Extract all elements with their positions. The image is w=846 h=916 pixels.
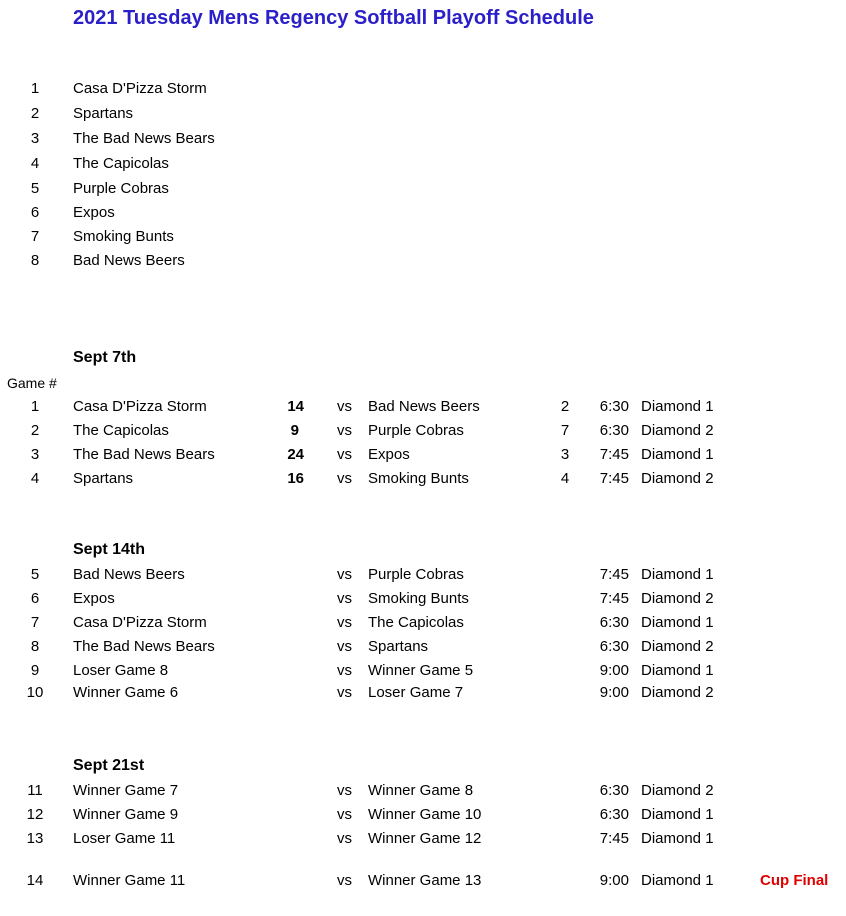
standing-rank: 8: [30, 252, 40, 269]
game-number: 7: [30, 614, 40, 631]
vs-label: vs: [337, 872, 352, 889]
game-number: 8: [30, 638, 40, 655]
vs-label: vs: [337, 398, 352, 415]
standing-team: Purple Cobras: [73, 180, 169, 197]
away-team: Winner Game 13: [368, 872, 482, 889]
home-team: Winner Game 7: [73, 782, 179, 799]
home-team: The Capicolas: [73, 422, 169, 439]
game-number: 11: [27, 782, 43, 799]
seed: 2: [560, 398, 570, 415]
standing-rank: 4: [30, 155, 40, 172]
away-team: Winner Game 10: [368, 806, 482, 823]
standing-team: Expos: [73, 204, 115, 221]
away-team: Smoking Bunts: [368, 470, 469, 487]
game-number: 10: [26, 684, 44, 701]
game-number: 3: [30, 446, 40, 463]
game-time: 6:30: [599, 422, 629, 439]
standing-team: The Bad News Bears: [73, 130, 215, 147]
diamond: Diamond 2: [641, 422, 714, 439]
vs-label: vs: [337, 830, 352, 847]
away-team: Winner Game 12: [368, 830, 482, 847]
game-time: 7:45: [599, 830, 629, 847]
vs-label: vs: [337, 684, 352, 701]
home-team: Loser Game 8: [73, 662, 169, 679]
game-number: 9: [30, 662, 40, 679]
diamond: Diamond 1: [641, 830, 714, 847]
game-time: 9:00: [599, 662, 629, 679]
page-title: 2021 Tuesday Mens Regency Softball Playoff Schedule: [73, 7, 594, 29]
game-time: 7:45: [599, 446, 629, 463]
standing-rank: 6: [30, 204, 40, 221]
round-date: Sept 7th: [73, 349, 137, 366]
vs-label: vs: [337, 614, 352, 631]
away-team: Spartans: [368, 638, 429, 655]
vs-label: vs: [337, 782, 352, 799]
game-number: 1: [30, 398, 40, 415]
home-team: The Bad News Bears: [73, 446, 215, 463]
home-team: The Bad News Bears: [73, 638, 215, 655]
game-time: 6:30: [599, 614, 629, 631]
home-team: Winner Game 11: [73, 872, 186, 889]
game-time: 9:00: [599, 684, 629, 701]
game-time: 6:30: [599, 638, 629, 655]
cup-final-label: Cup Final: [760, 872, 829, 889]
away-team: Bad News Beers: [368, 398, 480, 415]
score: 9: [290, 422, 299, 439]
standing-rank: 7: [30, 228, 40, 245]
diamond: Diamond 2: [641, 782, 714, 799]
standing-rank: 5: [30, 180, 40, 197]
standing-rank: 1: [30, 80, 40, 97]
diamond: Diamond 1: [641, 446, 714, 463]
standing-rank: 2: [30, 105, 40, 122]
game-number: 6: [30, 590, 40, 607]
round-date: Sept 14th: [73, 541, 146, 558]
diamond: Diamond 2: [641, 470, 714, 487]
vs-label: vs: [337, 470, 352, 487]
diamond: Diamond 1: [641, 566, 714, 583]
diamond: Diamond 1: [641, 806, 714, 823]
game-time: 9:00: [599, 872, 629, 889]
standing-rank: 3: [30, 130, 40, 147]
away-team: Winner Game 8: [368, 782, 474, 799]
diamond: Diamond 1: [641, 398, 714, 415]
vs-label: vs: [337, 422, 352, 439]
vs-label: vs: [337, 446, 352, 463]
diamond: Diamond 2: [641, 638, 714, 655]
score: 24: [287, 446, 304, 463]
score: 16: [287, 470, 304, 487]
standing-team: Smoking Bunts: [73, 228, 174, 245]
diamond: Diamond 2: [641, 684, 714, 701]
game-number: 4: [30, 470, 40, 487]
game-time: 6:30: [599, 398, 629, 415]
away-team: The Capicolas: [368, 614, 464, 631]
away-team: Purple Cobras: [368, 422, 464, 439]
away-team: Expos: [368, 446, 410, 463]
game-number: 14: [26, 872, 44, 889]
diamond: Diamond 1: [641, 662, 714, 679]
game-number: 2: [30, 422, 40, 439]
home-team: Expos: [73, 590, 115, 607]
vs-label: vs: [337, 590, 352, 607]
diamond: Diamond 1: [641, 614, 714, 631]
home-team: Casa D'Pizza Storm: [73, 398, 207, 415]
seed: 7: [560, 422, 570, 439]
diamond: Diamond 1: [641, 872, 714, 889]
standing-team: Spartans: [73, 105, 134, 122]
vs-label: vs: [337, 566, 352, 583]
home-team: Spartans: [73, 470, 134, 487]
away-team: Smoking Bunts: [368, 590, 469, 607]
standing-team: The Capicolas: [73, 155, 169, 172]
game-time: 6:30: [599, 782, 629, 799]
round-date: Sept 21st: [73, 757, 145, 774]
game-time: 7:45: [599, 470, 629, 487]
game-time: 6:30: [599, 806, 629, 823]
away-team: Loser Game 7: [368, 684, 464, 701]
game-number: 13: [26, 830, 44, 847]
away-team: Winner Game 5: [368, 662, 474, 679]
vs-label: vs: [337, 638, 352, 655]
seed: 4: [560, 470, 570, 487]
home-team: Casa D'Pizza Storm: [73, 614, 207, 631]
game-number-header: Game #: [7, 375, 57, 391]
home-team: Winner Game 9: [73, 806, 179, 823]
score: 14: [287, 398, 304, 415]
game-time: 7:45: [599, 566, 629, 583]
home-team: Loser Game 11: [73, 830, 176, 847]
game-number: 5: [30, 566, 40, 583]
standing-team: Bad News Beers: [73, 252, 185, 269]
game-time: 7:45: [599, 590, 629, 607]
vs-label: vs: [337, 806, 352, 823]
vs-label: vs: [337, 662, 352, 679]
home-team: Bad News Beers: [73, 566, 185, 583]
home-team: Winner Game 6: [73, 684, 179, 701]
standing-team: Casa D'Pizza Storm: [73, 80, 207, 97]
seed: 3: [560, 446, 570, 463]
away-team: Purple Cobras: [368, 566, 464, 583]
diamond: Diamond 2: [641, 590, 714, 607]
game-number: 12: [26, 806, 44, 823]
